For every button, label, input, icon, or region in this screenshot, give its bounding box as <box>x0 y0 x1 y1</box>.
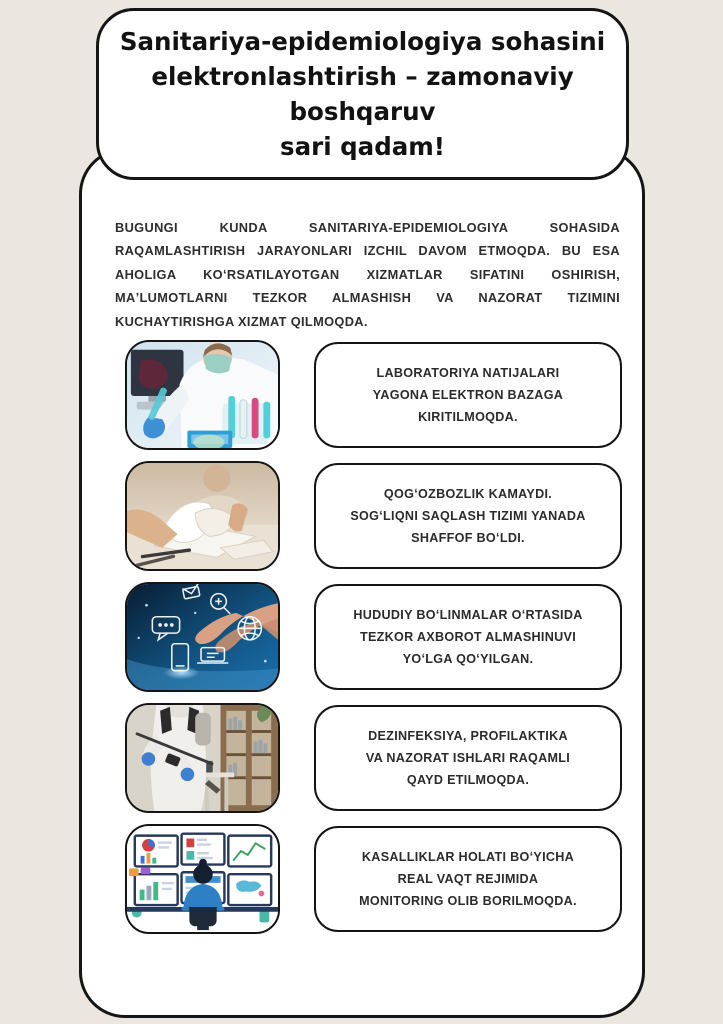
blue-glove <box>142 752 156 765</box>
row-disinfection <box>125 703 622 813</box>
row-digital-exchange <box>125 582 622 692</box>
title-line: elektronlashtirish – zamonaviy boshqaruv <box>151 62 574 126</box>
box-line: VA NAZORAT ISHLARI RAQAMLI <box>365 751 571 765</box>
box-line: KIRITILMOQDA. <box>418 410 518 424</box>
row-paperwork <box>125 461 622 571</box>
title-card <box>96 8 629 180</box>
page-title <box>99 24 626 164</box>
text-box-digital-exchange <box>314 584 622 690</box>
box-text <box>343 604 592 670</box>
paperwork-documents-photo <box>125 461 280 571</box>
content-card <box>79 148 645 1018</box>
person-head <box>193 865 212 884</box>
title-line: sari qadam! <box>280 132 445 161</box>
monitoring-illustration <box>127 826 278 932</box>
paperwork-photo-illustration <box>127 463 278 569</box>
box-line: MONITORING OLIB BORILMOQDA. <box>359 894 577 908</box>
blue-glove <box>181 768 195 781</box>
monitoring-dashboard-illustration <box>125 824 280 934</box>
box-line: TEZKOR AXBOROT ALMASHINUVI <box>359 630 577 644</box>
box-line: HUDUDIY BOʻLINMALAR OʻRTASIDA <box>353 608 583 622</box>
laboratory-test-tubes-photo <box>125 340 280 450</box>
title-line: Sanitariya-epidemiologiya sohasini <box>119 27 606 56</box>
disinfection-photo-illustration <box>127 705 278 811</box>
finger-touch-digital-icons-photo <box>125 582 280 692</box>
box-line: QAYD ETILMOQDA. <box>406 773 530 787</box>
lab-photo-illustration <box>127 342 278 448</box>
box-line: SOGʻLIQNI SAQLASH TIZIMI YANADA <box>350 509 586 523</box>
box-line: LABORATORIYA NATIJALARI <box>376 366 560 380</box>
digital-photo-illustration <box>127 584 278 690</box>
touch-glow <box>164 666 199 679</box>
box-line: YOʻLGA QOʻYILGAN. <box>402 652 534 666</box>
tag-icon <box>141 867 151 874</box>
box-text <box>356 725 580 791</box>
intro-paragraph: BUGUNGI KUNDA SANITARIYA-EPIDEMIOLOGIYA SOHASIDA RAQAMLASHTIRISH JARAYONLARI IZCHIL DAVOM ETMOQDA. BU ESA AHOLIGA KOʻRSATILAYOTGAN XIZMATLAR SIFATINI OSHIRISH, MAʼLUMOTLARNI TEZKOR ALMASHISH VA NAZORAT TIZIMINI KUCHAYTIRISHGA XIZMAT QILMOQDA. <box>115 219 620 329</box>
box-line: YAGONA ELEKTRON BAZAGA <box>372 388 564 402</box>
row-laboratory <box>125 340 622 450</box>
box-line: SHAFFOF BOʻLDI. <box>411 531 525 545</box>
row-monitoring <box>125 824 622 934</box>
person-head <box>203 465 230 492</box>
disinfection-sprayer-photo <box>125 703 280 813</box>
feature-rows <box>125 340 622 934</box>
box-line: DEZINFEKSIYA, PROFILAKTIKA <box>368 729 568 743</box>
box-text <box>340 483 595 549</box>
strap <box>160 707 172 734</box>
box-line: KASALLIKLAR HOLATI BOʻYICHA <box>361 850 575 864</box>
text-box-monitoring <box>314 826 622 932</box>
folder-icon <box>129 868 139 876</box>
tank <box>195 713 211 746</box>
text-box-laboratory <box>314 342 622 448</box>
box-text <box>363 362 573 428</box>
box-line: REAL VAQT REJIMIDA <box>397 872 539 886</box>
bar-chart-icon <box>141 856 145 864</box>
text-box-paperwork <box>314 463 622 569</box>
text-box-disinfection <box>314 705 622 811</box>
box-text <box>349 846 587 912</box>
box-line: QOGʻOZBOZLIK KAMAYDI. <box>383 487 553 501</box>
